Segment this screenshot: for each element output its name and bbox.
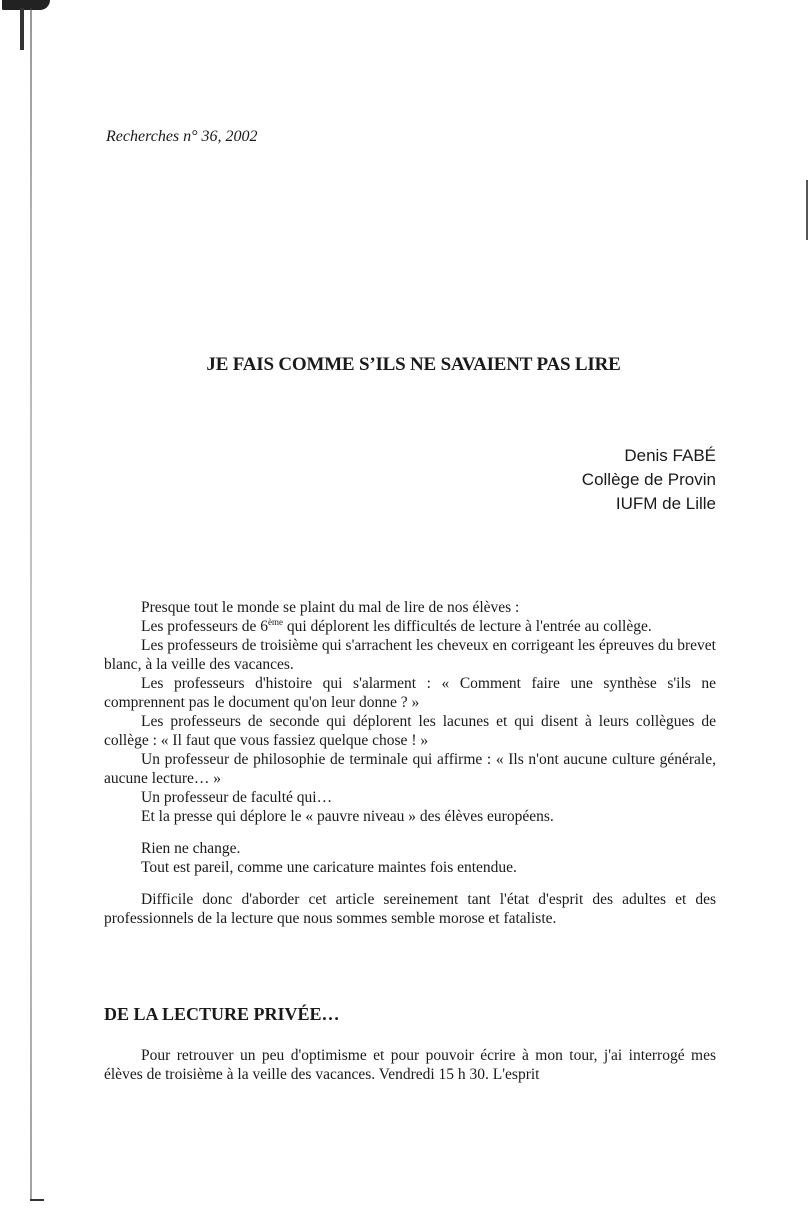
- paragraph: Presque tout le monde se plaint du mal de lire de nos élèves :: [141, 599, 520, 616]
- paragraph: Et la presse qui déplore le « pauvre niveau » des élèves européens.: [141, 808, 554, 825]
- journal-reference: Recherches n° 36, 2002: [106, 128, 258, 145]
- paragraph: Pour retrouver un peu d'optimisme et pour pouvoir écrire à mon tour, j'ai interrogé mes élèves de troisième à la veille des vacances. Vendredi 15 h 30. L'esprit: [104, 1047, 716, 1083]
- text-span: Les professeurs de 6: [141, 618, 268, 635]
- paragraph: Un professeur de philosophie de terminale qui affirme : « Ils n'ont aucune culture générale, aucune lecture… »: [104, 751, 716, 787]
- author-institution: IUFM de Lille: [615, 494, 716, 513]
- paragraph: Difficile donc d'aborder cet article sereinement tant l'état d'esprit des adultes et des professionnels de la lecture que nous sommes semble morose et fataliste.: [104, 891, 716, 927]
- author-block: [582, 444, 716, 516]
- paragraph: [104, 617, 716, 636]
- paragraph: Les professeurs de troisième qui s'arrachent les cheveux en corrigeant les épreuves du brevet blanc, à la veille des vacances.: [104, 637, 716, 673]
- scan-edge-left: [30, 8, 32, 1200]
- scan-edge-right: [806, 180, 808, 240]
- section-heading: DE LA LECTURE PRIVÉE…: [104, 1004, 340, 1024]
- text-span: qui déplorent les difficultés de lecture à l'entrée au collège.: [282, 618, 652, 635]
- paragraph: Tout est pareil, comme une caricature maintes fois entendue.: [141, 859, 517, 876]
- paragraph: Les professeurs d'histoire qui s'alarment : « Comment faire une synthèse s'ils ne comprennent pas le document qu'on leur donne ? »: [104, 675, 716, 711]
- paragraph: Les professeurs de seconde qui déplorent les lacunes et qui disent à leurs collègues de collège : « Il faut que vous fassiez quelque chose ! »: [104, 713, 716, 749]
- author-name: Denis FABÉ: [624, 446, 716, 465]
- intro-text: [104, 598, 716, 928]
- section-text: [104, 1046, 716, 1084]
- scan-artifact-top: [2, 0, 50, 10]
- paragraph: Rien ne change.: [141, 840, 241, 857]
- paragraph: Un professeur de faculté qui…: [141, 789, 333, 806]
- scan-artifact-bottom: [30, 1199, 44, 1201]
- superscript: ème: [267, 616, 283, 627]
- article-title: JE FAIS COMME S’ILS NE SAVAIENT PAS LIRE: [206, 354, 621, 375]
- author-affiliation: Collège de Provin: [581, 470, 716, 489]
